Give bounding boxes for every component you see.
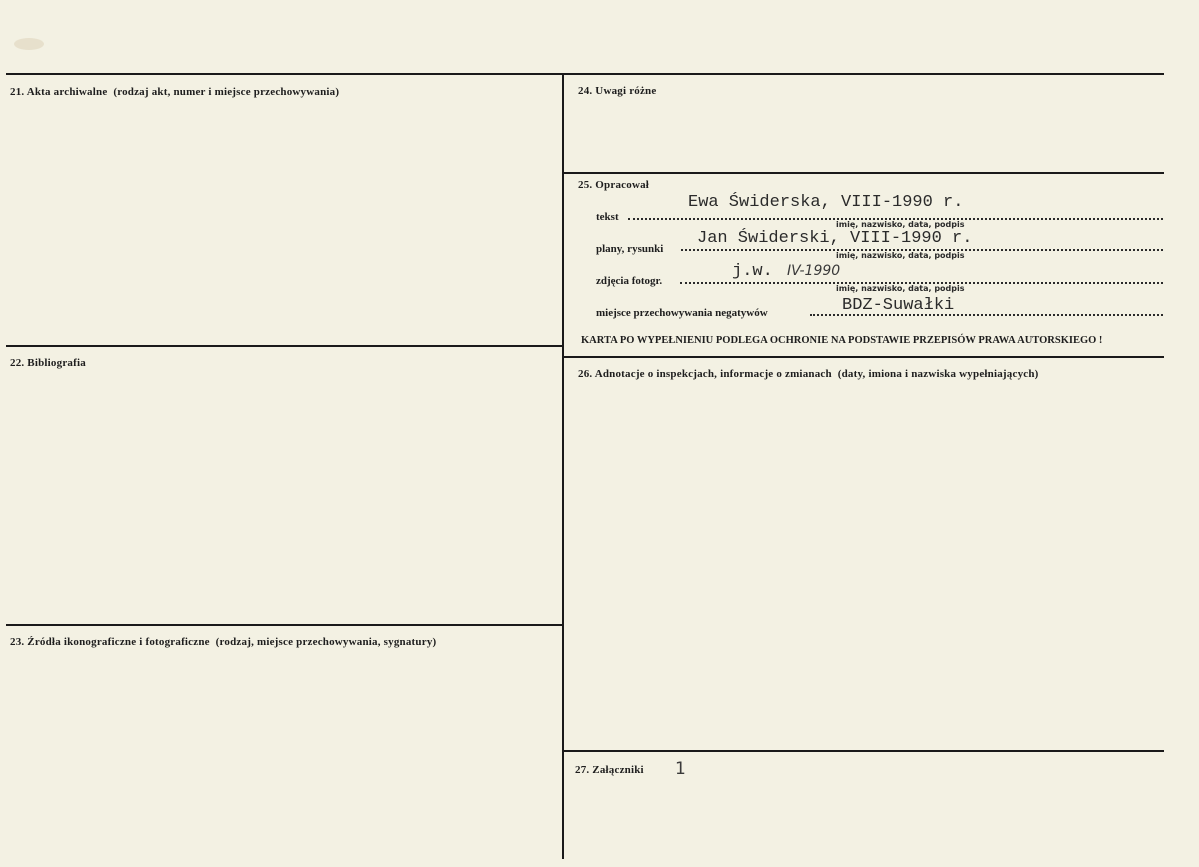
row-negatywy-label: miejsce przechowywania negatywów [596,307,768,319]
row-zdjecia-value: j.w. [732,262,773,281]
section-21-label [10,86,339,98]
row-plany-value: Jan Świderski, VIII-1990 r. [697,229,973,248]
section-26-label [578,368,1039,380]
section-21-subtitle: (rodzaj akt, numer i miejsce przechowywania) [113,86,340,98]
rule-25-26 [564,356,1164,358]
section-26-subtitle: (daty, imiona i nazwiska wypełniających) [837,368,1039,380]
section-23-label [10,636,436,648]
center-divider [562,73,564,859]
section-24-label: 24. Uwagi różne [578,85,657,97]
rule-21-22 [6,345,563,347]
section-22-label: 22. Bibliografia [10,357,86,369]
row-plany-caption: imię, nazwisko, data, podpis [836,251,965,260]
row-tekst-caption: imię, nazwisko, data, podpis [836,220,965,229]
row-negatywy-value: BDZ-Suwałki [842,296,955,315]
section-23-title: 23. Źródła ikonograficzne i fotograficzne [10,636,210,648]
rule-26-27 [564,750,1164,752]
rule-24-25 [564,172,1164,174]
row-zdjecia-caption: imię, nazwisko, data, podpis [836,284,965,293]
section-27-label: 27. Załączniki [575,764,644,776]
rule-22-23 [6,624,563,626]
section-26-title: 26. Adnotacje o inspekcjach, informacje o zmianach [578,368,832,380]
section-23-subtitle: (rodzaj, miejsce przechowywania, sygnatury) [215,636,437,648]
row-zdjecia-label: zdjęcia fotogr. [596,275,663,287]
copyright-notice: KARTA PO WYPEŁNIENIU PODLEGA OCHRONIE NA PODSTAWIE PRZEPISÓW PRAWA AUTORSKIEGO ! [581,335,1103,346]
row-tekst-value: Ewa Świderska, VIII-1990 r. [688,193,964,212]
section-25-label: 25. Opracował [578,179,650,191]
paper-stain [14,38,44,50]
row-zdjecia-handwritten-date: IV-1990 [787,263,841,279]
row-plany-label: plany, rysunki [596,243,664,255]
section-21-title: 21. Akta archiwalne [10,86,108,98]
section-27-value: 1 [675,759,686,779]
top-rule [6,73,1164,75]
row-tekst-label: tekst [596,211,619,223]
